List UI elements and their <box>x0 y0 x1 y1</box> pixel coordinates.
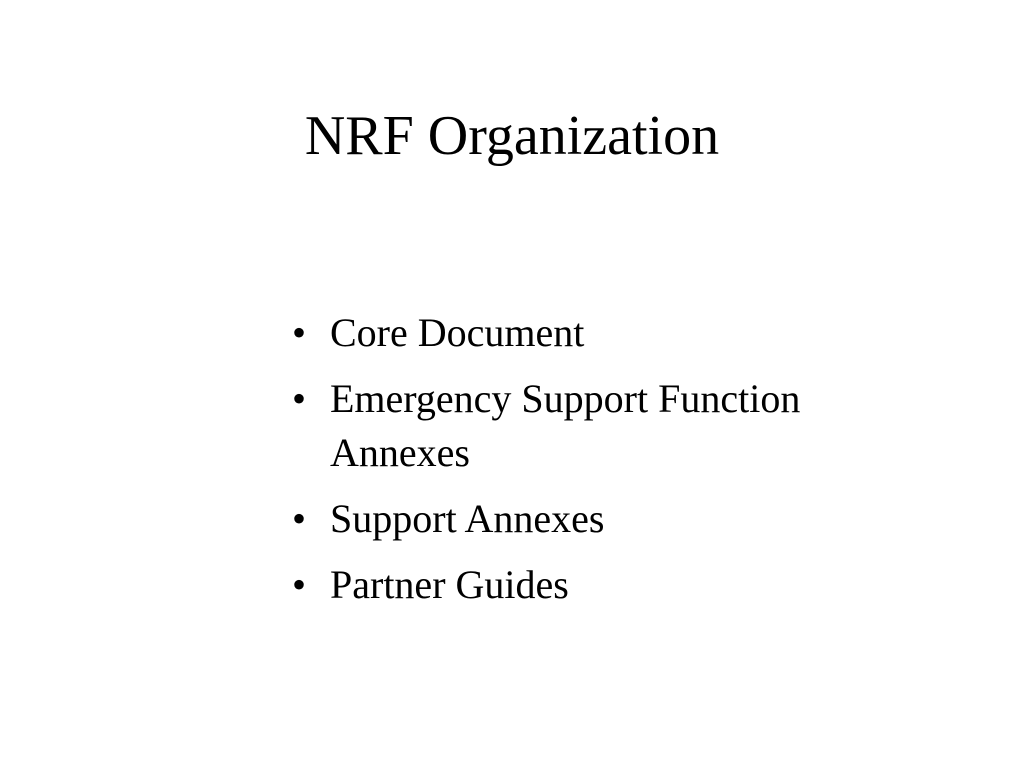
list-item-label: Emergency Support Function Annexes <box>330 376 801 475</box>
list-item <box>292 558 932 612</box>
bullet-marker: • <box>292 310 307 355</box>
list-item-label: Support Annexes <box>330 496 605 541</box>
bullet-list <box>292 306 932 624</box>
slide-title: NRF Organization <box>304 105 720 167</box>
list-item-label: Core Document <box>330 310 585 355</box>
bullet-marker: • <box>292 376 307 421</box>
list-item-label: Partner Guides <box>330 562 569 607</box>
bullet-marker: • <box>292 562 307 607</box>
bullet-marker: • <box>292 496 307 541</box>
list-item <box>292 372 932 480</box>
list-item <box>292 492 932 546</box>
list-item <box>292 306 932 360</box>
